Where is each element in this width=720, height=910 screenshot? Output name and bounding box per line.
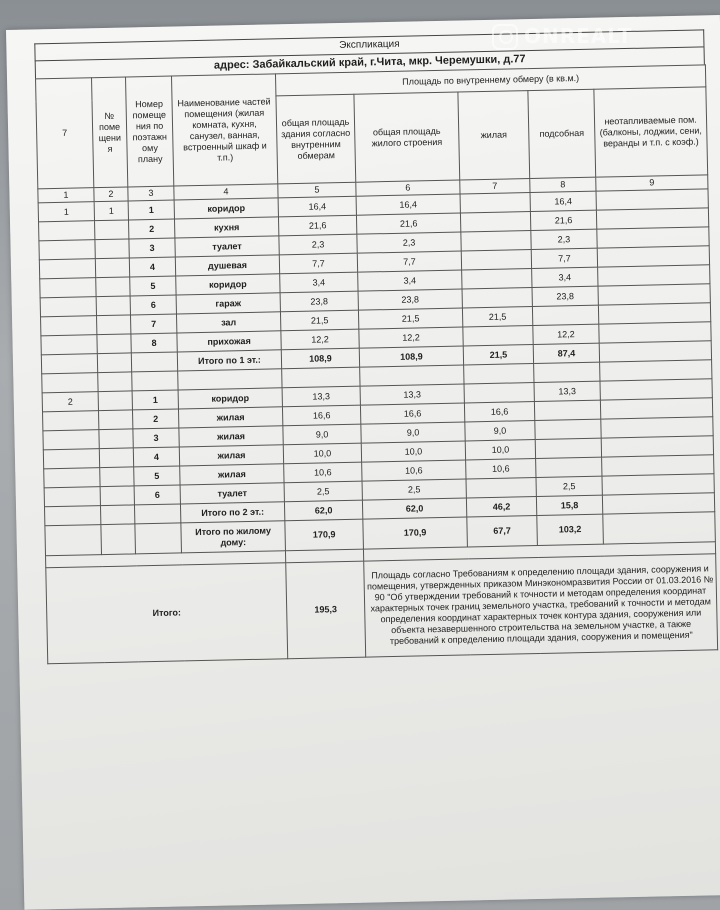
col-number: 5 [278,182,356,198]
auxiliary-area-cell: 3,4 [532,267,598,287]
auxiliary-area-cell [532,305,598,325]
living-area-cell: 10,0 [465,440,535,460]
room-name-cell: прихожая [177,331,281,352]
total-area-cell: 21,5 [280,310,358,331]
unheated-area-cell [598,284,710,305]
room-name-cell: гараж [176,293,280,314]
room-name-cell: зал [176,312,280,333]
grand-total-row [46,554,718,664]
total-area-cell: 10,6 [284,462,362,483]
header-area-group: Площадь по внутреннему обмеру (в кв.м.) [275,65,705,96]
header-unheated: неотапливаемые пом. (балконы, лоджии, сени, веранды и т.п. с коэф.) [594,87,708,177]
explication-sheet [34,29,717,664]
total-living-area-cell: 9,0 [361,422,465,443]
empty-cell [282,367,360,388]
total-living-area-cell: 10,6 [362,460,466,481]
floor-cell [40,297,96,317]
floor-cell [41,354,97,374]
floor-cell [40,278,96,298]
empty-cell [134,504,180,524]
room-name-cell: жилая [179,426,283,447]
col-number: 8 [530,177,596,192]
total-area-cell: 2,3 [279,234,357,255]
floor-cell: 2 [42,392,98,412]
room-name-cell: туалет [180,483,284,504]
unheated-area-cell [601,436,713,457]
room-no-cell [100,467,134,487]
total-living-area-cell: 21,5 [358,308,462,329]
grand-total-value: 195,3 [286,561,366,659]
plan-number-cell: 3 [129,238,175,258]
subtotal-label: Итого по 1 эт.: [177,350,281,371]
floor-cell [39,259,95,279]
floor-cell [43,449,99,469]
unheated-area-cell [602,474,714,495]
floor-cell: 1 [38,202,94,222]
plan-number-cell: 2 [132,409,178,429]
floor-cell [43,430,99,450]
subtotal-auxiliary: 87,4 [533,343,599,363]
plan-number-cell: 3 [133,428,179,448]
living-area-cell [460,193,530,213]
empty-cell [602,493,714,514]
total-living-area-cell: 13,3 [360,384,464,405]
document-title: Экспликация [34,29,704,60]
unheated-area-cell [597,227,709,248]
subtotal-label: Итого по 2 эт.: [180,502,284,523]
room-no-cell [98,410,132,430]
room-no-cell [98,391,132,411]
total-living-area-cell: 23,8 [358,289,462,310]
subtotal-total-living: 108,9 [359,346,463,367]
grand-total-label: Итого: [46,563,288,664]
onrealt-logo-icon [492,24,518,50]
total-living-area-cell: 10,0 [361,441,465,462]
plan-number-cell: 4 [133,447,179,467]
unheated-area-cell [602,455,714,476]
room-no-cell [100,505,134,525]
total-living-area-cell: 2,3 [357,232,461,253]
auxiliary-area-cell: 13,3 [534,381,600,401]
unheated-area-cell [599,322,711,343]
subtotal-living: 21,5 [463,345,533,365]
living-area-cell [462,269,532,289]
unheated-area-cell [600,398,712,419]
empty-cell [603,512,716,544]
header-room-no: № поме щени я [92,77,128,188]
unheated-area-cell [596,208,708,229]
empty-cell [464,364,534,384]
plan-number-cell: 1 [128,200,174,220]
total-living-area-cell: 2,5 [362,479,466,500]
subtotal-living: 67,7 [467,515,538,546]
empty-cell [132,371,178,391]
plan-number-cell: 6 [130,295,176,315]
auxiliary-area-cell [535,438,601,458]
plan-number-cell: 5 [130,276,176,296]
auxiliary-area-cell: 2,3 [531,229,597,249]
room-no-cell [96,277,130,297]
total-area-cell: 16,6 [282,405,360,426]
plan-number-cell: 7 [130,314,176,334]
unheated-area-cell [601,417,713,438]
empty-cell [135,523,182,554]
floor-cell [44,506,100,526]
header-plan-no: Номер помеще ния по поэтажн ому плану [126,76,174,187]
subtotal-total: 62,0 [284,500,362,521]
room-no-cell [95,220,129,240]
total-area-cell: 7,7 [279,253,357,274]
plan-number-cell: 8 [131,333,177,353]
floor-cell [39,240,95,260]
header-floor: 7 [36,78,94,189]
subtotal-label: Итого по жилому дому: [181,521,286,553]
floor-cell [39,221,95,241]
floor-cell [44,487,100,507]
auxiliary-area-cell: 2,5 [536,476,602,496]
room-no-cell [97,353,131,373]
floor-cell [41,335,97,355]
plan-number-cell: 6 [134,485,180,505]
watermark-text: ONREALT [524,24,633,48]
empty-cell [131,352,177,372]
total-area-cell: 23,8 [280,291,358,312]
col-number: 9 [596,175,708,191]
living-area-cell [461,231,531,251]
room-name-cell: жилая [180,464,284,485]
header-auxiliary: подсобная [528,89,596,178]
plan-number-cell: 2 [129,219,175,239]
living-area-cell [464,383,534,403]
document-address: адрес: Забайкальский край, г.Чита, мкр. Черемушки, д.77 [35,46,705,78]
empty-cell [178,369,282,390]
col-number: 2 [94,187,128,202]
floor-cell [43,411,99,431]
subtotal-total-living: 170,9 [363,517,468,549]
room-no-cell [99,429,133,449]
auxiliary-area-cell: 21,6 [530,210,596,230]
room-name-cell: коридор [174,198,278,219]
auxiliary-area-cell: 7,7 [531,248,597,268]
col-number: 4 [174,184,278,200]
document-paper [6,15,720,910]
room-no-cell [95,258,129,278]
living-area-cell: 21,5 [462,307,532,327]
plan-number-cell: 1 [132,390,178,410]
total-living-area-cell: 12,2 [359,327,463,348]
auxiliary-area-cell: 12,2 [533,324,599,344]
living-area-cell [462,288,532,308]
room-no-cell [96,296,130,316]
total-living-area-cell: 21,6 [356,213,460,234]
living-area-cell: 16,6 [464,402,534,422]
empty-cell [600,360,712,381]
auxiliary-area-cell [535,419,601,439]
room-name-cell: коридор [176,274,280,295]
unheated-area-cell [600,379,712,400]
floor-cell [45,525,102,556]
living-area-cell [466,477,536,497]
room-name-cell: жилая [179,445,283,466]
col-number: 6 [356,180,460,196]
subtotal-auxiliary: 15,8 [536,495,602,515]
total-area-cell: 3,4 [280,272,358,293]
living-area-cell [460,212,530,232]
living-area-cell [461,250,531,270]
subtotal-auxiliary: 103,2 [537,514,604,545]
plan-number-cell: 5 [134,466,180,486]
room-no-cell [101,524,136,555]
unheated-area-cell [598,265,710,286]
living-area-cell [463,326,533,346]
subtotal-living: 46,2 [466,496,536,516]
room-name-cell: жилая [178,407,282,428]
total-living-area-cell: 3,4 [358,270,462,291]
plan-number-cell: 4 [129,257,175,277]
total-area-cell: 21,6 [278,215,356,236]
room-no-cell [99,448,133,468]
auxiliary-area-cell [534,400,600,420]
total-living-area-cell: 16,6 [360,403,464,424]
floor-cell [44,468,100,488]
unheated-area-cell [596,189,708,210]
living-area-cell: 10,6 [466,459,536,479]
header-living: жилая [458,91,530,180]
auxiliary-area-cell [536,457,602,477]
empty-cell [360,365,464,386]
living-area-cell: 9,0 [465,421,535,441]
unheated-area-cell [598,303,710,324]
total-living-area-cell: 7,7 [357,251,461,272]
col-number: 7 [460,179,530,194]
header-total-living: общая площадь жилого строения [354,92,460,182]
room-no-cell [95,239,129,259]
room-name-cell: туалет [175,236,279,257]
empty-cell [98,372,132,392]
total-area-cell: 13,3 [282,386,360,407]
room-no-cell [97,334,131,354]
empty-cell [599,341,711,362]
header-total-building: общая площадь здания согласно внутренним обмерам [276,94,356,184]
room-no-cell [97,315,131,335]
col-number: 1 [38,188,94,203]
header-room-name: Наименование частей помещения (жилая комната, кухня, санузел, ванная, встроенный шкаф и т.п.) [172,74,278,186]
total-area-cell: 10,0 [283,443,361,464]
room-name-cell: кухня [174,217,278,238]
empty-cell [42,373,98,393]
room-no-cell [100,486,134,506]
total-area-cell: 16,4 [278,196,356,217]
auxiliary-area-cell: 23,8 [532,286,598,306]
total-area-cell: 12,2 [281,329,359,350]
total-living-area-cell: 16,4 [356,194,460,215]
subtotal-total: 108,9 [281,348,359,369]
floor-cell [41,316,97,336]
total-area-cell: 9,0 [283,424,361,445]
unheated-area-cell [597,246,709,267]
room-name-cell: душевая [175,255,279,276]
room-no-cell: 1 [94,201,128,221]
area-requirements-note: Площадь согласно Требованиям к определению площади здания, сооружения и помещения, утвержденных приказом Минэкономразвития России от 01.03.2016 № 90 "Об утверждении требований к точности и методам определения координат характерных точек границ земельного участка, требований к точности и методам определения координат характерных точек контура здания, сооружения или объекта незавершенного строительства на земельном участке, а также требований к определению площади здания, сооружения и помещения" [364,554,718,657]
subtotal-total-living: 62,0 [362,498,466,519]
subtotal-total: 170,9 [285,519,364,551]
auxiliary-area-cell: 16,4 [530,191,596,211]
total-area-cell: 2,5 [284,481,362,502]
empty-cell [534,362,600,382]
col-number: 3 [128,186,174,201]
room-name-cell: коридор [178,388,282,409]
explication-table [35,64,718,664]
